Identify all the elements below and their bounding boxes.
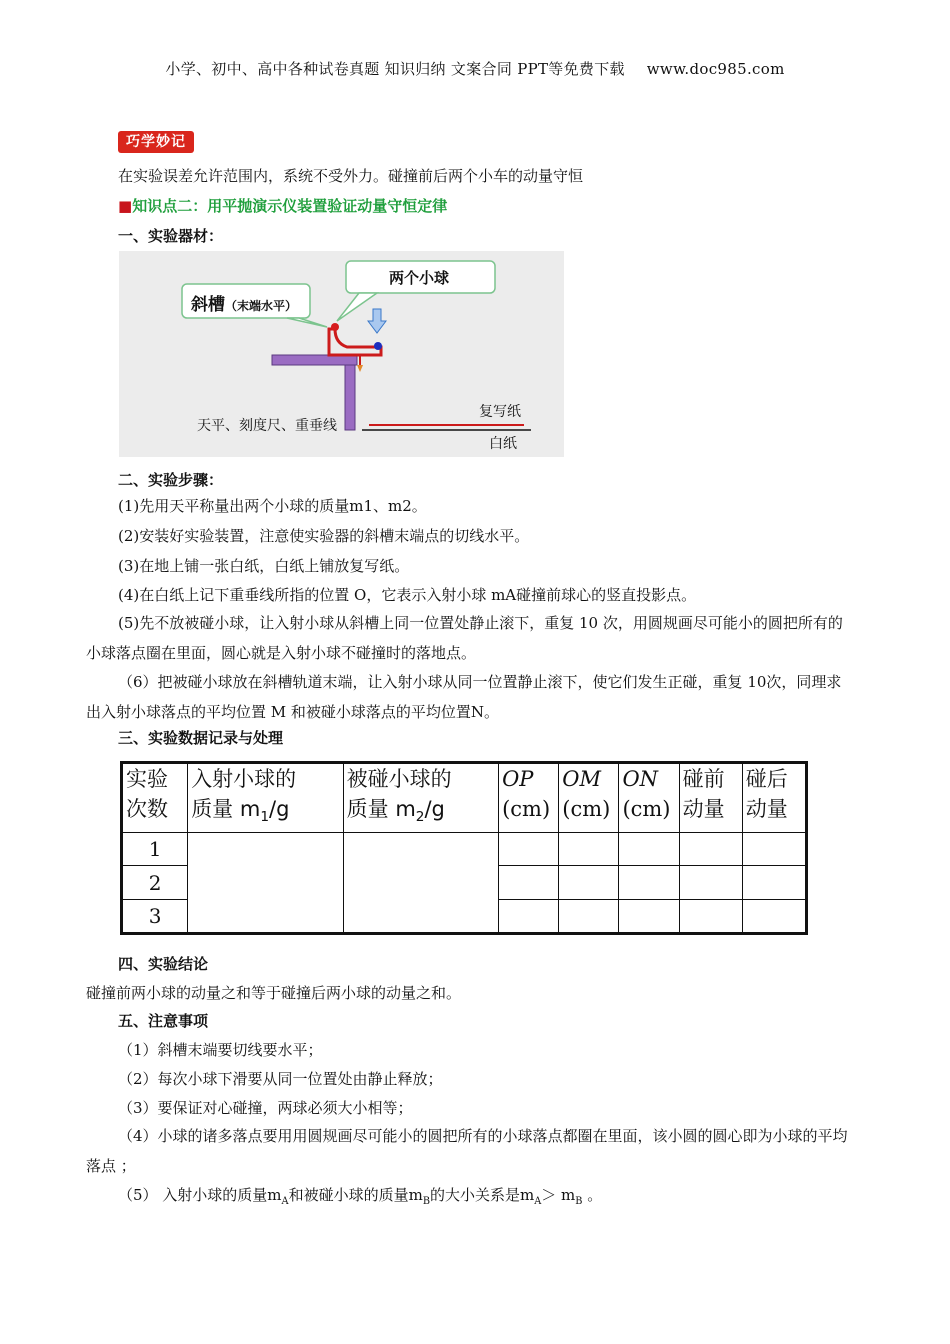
callout-chute-pointer [287,318,327,327]
conclusion-text: 碰撞前两小球的动量之和等于碰撞后两小球的动量之和。 [86,984,462,1002]
knowledge-title [118,196,447,216]
label-balls: 两个小球 [389,269,450,287]
step-6: （6）把被碰小球放在斜槽轨道末端，让入射小球从同一位置静止滚下，使它们发生正碰，重复 10次，同理求出入射小球落点的平均位置 M 和被碰小球落点的平均位置N。 [86,673,842,721]
section-2-title: 二、实验步骤： [118,471,224,489]
cell-after [742,900,806,934]
header-m2: 被碰小球的 质量 $m_2/g$ [343,763,498,833]
cell-on [619,866,679,900]
apparatus-figure [119,251,564,457]
cell-m2 [343,833,498,934]
section-3-title: 三、实验数据记录与处理 [118,729,284,747]
cell-op [499,833,559,866]
callout-balls-pointer [337,293,377,321]
cell-om [559,833,619,866]
cell-op [499,866,559,900]
header-url[interactable]: www.doc985.com [646,60,785,78]
down-arrow-icon [368,309,386,333]
header-after: 碰后 动量 [742,763,806,833]
header-before: 碰前 动量 [679,763,742,833]
step-4: (4)在白纸上记下重垂线所指的位置 O，它表示入射小球 mA碰撞前球心的竖直投影点。 [118,586,697,604]
row-number: 2 [122,866,188,900]
header-op: OP (cm) [499,763,559,833]
tip-badge: 巧学妙记 [118,131,194,153]
label-chute-note: （末端水平） [225,299,298,313]
step-5: (5)先不放被碰小球，让入射小球从斜槽上同一位置处静止滚下，重复 10 次，用圆规画尽可能小的圆把所有的小球落点圈在里面，圆心就是入射小球不碰撞时的落地点。 [86,614,843,662]
row-number: 3 [122,900,188,934]
table-row [122,833,807,866]
table-leg [345,365,355,430]
header-on: ON (cm) [619,763,679,833]
cell-m1 [188,833,343,934]
note-5: （5） 入射小球的质量$m_A$和被碰小球的质量$m_B$的大小关系是$m_A> m_B$ 。 [118,1186,603,1207]
ball-incident [331,323,339,331]
section-1-title: 一、实验器材： [118,227,224,245]
cell-after [742,866,806,900]
label-tools: 天平、刻度尺、重垂线 [197,418,337,434]
tip-text: 在实验误差允许范围内，系统不受外力。碰撞前后两个小车的动量守恒 [118,167,584,185]
label-carbon: 复写纸 [479,404,521,420]
plumb-bob [357,365,363,372]
apparatus-diagram [119,251,564,457]
cell-om [559,866,619,900]
cell-before [679,900,742,934]
cell-before [679,833,742,866]
cell-op [499,900,559,934]
step-2: (2)安装好实验装置，注意使实验器的斜槽末端点的切线水平。 [118,527,530,545]
cell-on [619,833,679,866]
header-trial: 实验 次数 [122,763,188,833]
header-m1: 入射小球的 质量 $m_1/g$ [188,763,343,833]
step-1: (1)先用天平称量出两个小球的质量m1、m2。 [118,497,427,515]
note-1: （1）斜槽末端要切线要水平； [118,1041,323,1059]
page-header [0,58,950,79]
label-chute: 斜槽（末端水平） [191,295,298,315]
section-4-title: 四、实验结论 [118,955,209,973]
knowledge-title-text: 知识点二：用平抛演示仪装置验证动量守恒定律 [132,197,448,215]
label-white: 白纸 [489,436,517,452]
header-om: OM (cm) [559,763,619,833]
cell-om [559,900,619,934]
note-2: （2）每次小球下滑要从同一位置处由静止释放； [118,1070,443,1088]
cell-before [679,866,742,900]
chute-shape [329,329,381,355]
cell-after [742,833,806,866]
note-4: （4）小球的诸多落点要用用圆规画尽可能小的圆把所有的小球落点都圈在里面，该小圆的圆心即为小球的平均落点 ； [86,1127,848,1175]
data-table [120,761,808,935]
section-5-title: 五、注意事项 [118,1012,209,1030]
red-square-icon: ■ [118,197,133,215]
ball-target [374,342,382,350]
cell-on [619,900,679,934]
table-header-row [122,763,807,833]
row-number: 1 [122,833,188,866]
header-text: 小学、初中、高中各种试卷真题 知识归纳 文案合同 PPT等免费下载 [165,60,625,78]
note-3: （3）要保证对心碰撞，两球必须大小相等； [118,1099,413,1117]
step-3: (3)在地上铺一张白纸，白纸上铺放复写纸。 [118,557,410,575]
